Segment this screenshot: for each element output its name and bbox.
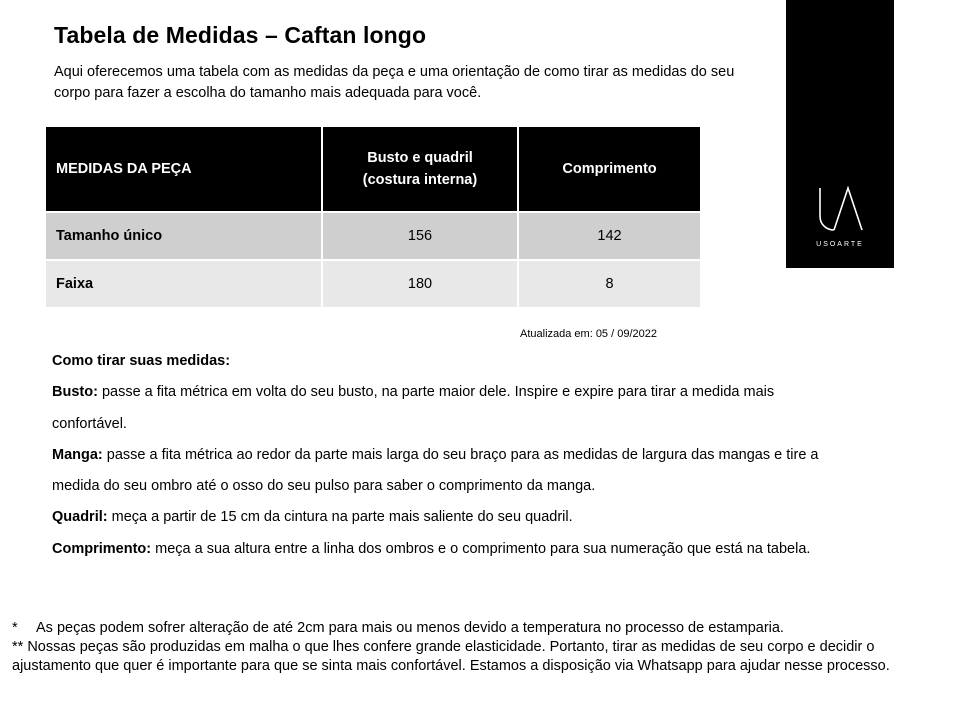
instruction-term: Comprimento: — [52, 540, 152, 557]
footnote-marker: * — [12, 620, 18, 636]
row-label: Faixa — [45, 260, 322, 308]
instruction-text: meça a partir de 15 cm da cintura na parte mais saliente do seu quadril. — [107, 509, 573, 526]
instruction-busto — [52, 377, 852, 440]
row-label: Tamanho único — [45, 212, 322, 260]
row-comprimento-value: 142 — [518, 212, 701, 260]
brand-name: USOARTE — [816, 241, 864, 248]
brand-panel — [786, 0, 894, 268]
instruction-manga — [52, 440, 852, 503]
table-row — [45, 212, 701, 260]
instruction-term: Manga: — [52, 446, 103, 463]
row-busto-value: 156 — [322, 212, 518, 260]
header-busto-quadril — [322, 126, 518, 212]
instruction-text: meça a sua altura entre a linha dos ombros e o comprimento para sua numeração que está na tabela. — [151, 540, 811, 557]
page-title: Tabela de Medidas – Caftan longo — [54, 22, 427, 48]
row-busto-value: 180 — [322, 260, 518, 308]
footnote-1-text: As peças podem sofrer alteração de até 2cm para mais ou menos devido a temperatura no processo de estamparia. — [36, 620, 784, 636]
instruction-text: passe a fita métrica em volta do seu busto, na parte maior dele. Inspire e expire para tirar a medida mais confortável. — [52, 384, 775, 432]
instruction-term: Quadril: — [52, 509, 108, 526]
footnote-1 — [12, 619, 952, 638]
instructions-heading: Como tirar suas medidas: — [52, 353, 231, 369]
header-busto-line2: (costura interna) — [362, 172, 478, 188]
header-busto-line1: Busto e quadril — [367, 150, 473, 166]
header-comprimento: Comprimento — [518, 126, 701, 212]
table-header-row — [45, 126, 701, 212]
intro-text: Aqui oferecemos uma tabela com as medidas da peça e uma orientação de como tirar as medidas do seu corpo para fazer a escolha do tamanho mais adequada para você. — [54, 64, 735, 101]
ua-logo-icon — [816, 186, 866, 232]
row-comprimento-value: 8 — [518, 260, 701, 308]
instruction-text: passe a fita métrica ao redor da parte mais larga do seu braço para as medidas de largura das mangas e tire a medida do seu ombro até o osso do seu pulso para saber o comprimento da manga. — [52, 446, 819, 495]
table-row — [45, 260, 701, 308]
footnotes — [12, 619, 952, 676]
instruction-comprimento — [52, 534, 852, 565]
instruction-term: Busto: — [52, 384, 98, 401]
updated-date: Atualizada em: 05 / 09/2022 — [520, 328, 657, 340]
measure-instructions — [52, 346, 852, 565]
footnote-2: ** Nossas peças são produzidas em malha o que lhes confere grande elasticidade. Portanto, tirar as medidas de seu corpo e decidir o ajustamento que quer é importante para que se sinta mais confortável. Estamos a disposição via Whatsapp para ajudar nesse processo. — [12, 639, 890, 674]
size-table — [44, 125, 702, 309]
instruction-quadril — [52, 502, 852, 533]
header-medidas: MEDIDAS DA PEÇA — [45, 126, 322, 212]
